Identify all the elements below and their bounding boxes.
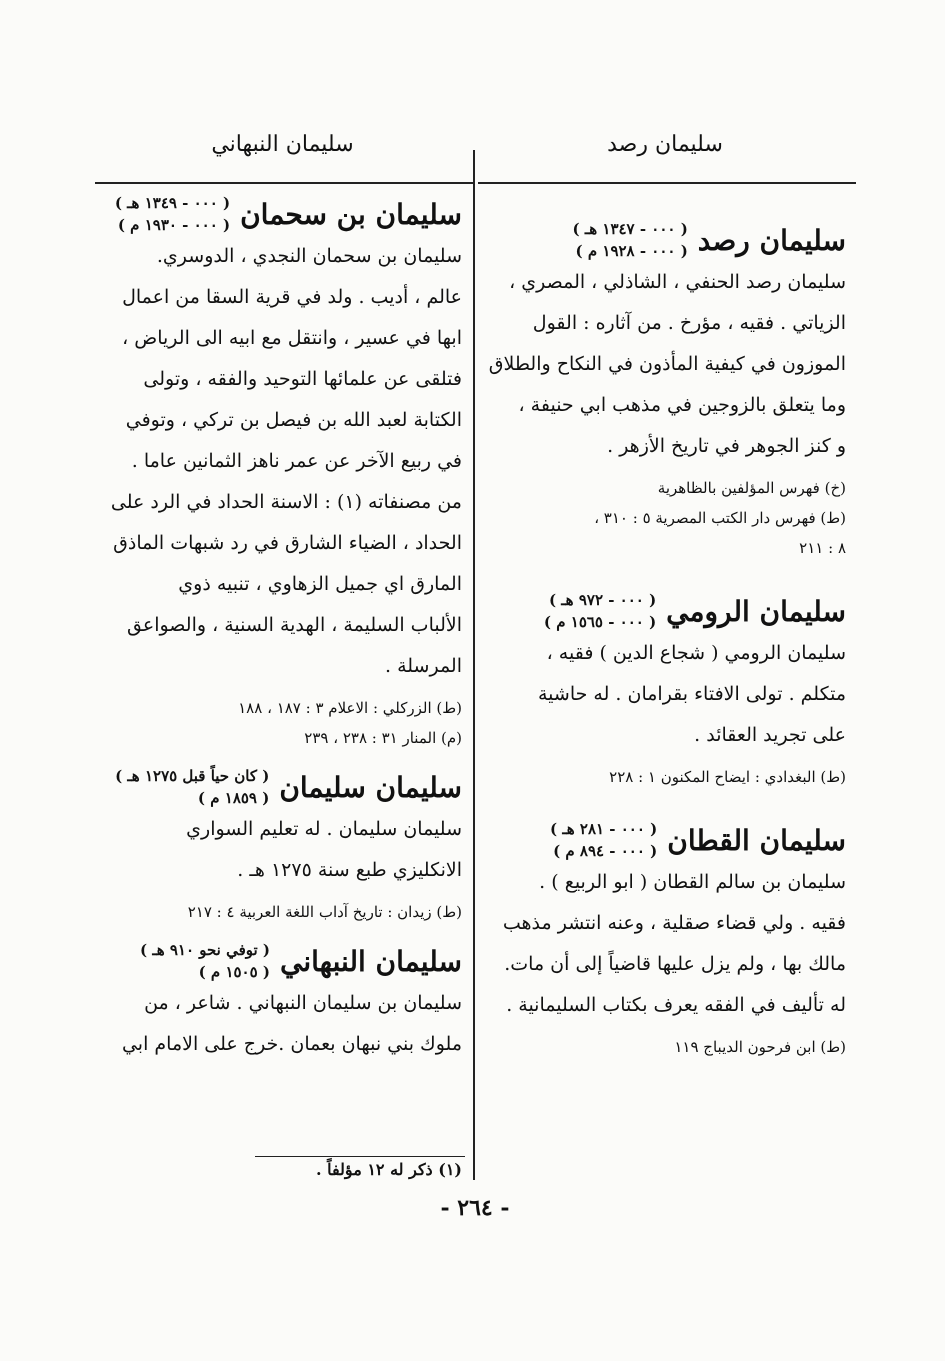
entry-sulayman-al-qattan xyxy=(488,818,846,1062)
body-line: سليمان بن سليمان النبهاني . شاعر ، من xyxy=(144,992,462,1014)
references xyxy=(488,1032,846,1062)
body-line: و كنز الجوهر في تاريخ الأزهر . xyxy=(607,435,846,457)
body-line: الانكليزي طبع سنة ١٢٧٥ هـ . xyxy=(237,859,462,881)
page-number: - ٢٦٤ - xyxy=(440,1195,510,1221)
body-line: عالم ، أديب . ولد في قرية السقا من اعمال xyxy=(122,286,462,308)
body-line: وما يتعلق بالزوجين في مذهب ابي حنيفة ، xyxy=(518,394,846,416)
body-line: مالك بها ، ولم يزل عليها قاضياً إلى أن مات. xyxy=(504,953,846,975)
entry-name: سليمان رصد xyxy=(697,223,846,257)
entry-dates xyxy=(573,218,688,262)
dates-gregorian: ( ٠٠٠ - ١٥٦٥ م ) xyxy=(543,613,657,631)
entry-sulayman-sulayman xyxy=(100,765,462,927)
body-line: سليمان سليمان . له تعليم السواري xyxy=(186,818,462,840)
references xyxy=(100,897,462,927)
body-line: على تجريد العقائد . xyxy=(694,724,846,746)
body-line: ملوك بني نبهان بعمان .خرج على الامام ابي xyxy=(121,1033,462,1055)
entry-dates xyxy=(550,818,657,862)
body-line: من مصنفاته (١) : الاسنة الحداد في الرد على xyxy=(110,491,462,513)
body-line: الألباب السليمة ، الهدية السنية ، والصواعق xyxy=(127,614,462,636)
entry-dates xyxy=(140,939,270,983)
entry-sulayman-rasad xyxy=(488,218,846,563)
dates-gregorian: ( ١٨٥٩ م ) xyxy=(197,789,270,807)
entry-name: سليمان الرومي xyxy=(666,594,846,628)
reference-line: (ط) فهرس دار الكتب المصرية ٥ : ٣١٠ ، xyxy=(594,509,846,527)
body-line: ابها في عسير ، وانتقل مع ابيه الى الرياض ، xyxy=(122,327,462,349)
reference-line: (م) المنار ٣١ : ٢٣٨ ، ٢٣٩ xyxy=(304,729,462,747)
right-column xyxy=(488,192,846,1062)
dates-hijri: ( ٠٠٠ - ٢٨١ هـ ) xyxy=(550,820,658,838)
entry-name: سليمان سليمان xyxy=(279,770,462,804)
entry-name: سليمان النبهاني xyxy=(280,944,462,978)
body-line: سليمان بن سالم القطان ( ابو الربيع ) . xyxy=(539,871,846,893)
entry-dates xyxy=(115,765,269,809)
references xyxy=(100,693,462,753)
body-line: فقيه . ولي قضاء صقلية ، وعنه انتشر مذهب xyxy=(502,912,846,934)
body-line: سليمان بن سحمان النجدي ، الدوسري. xyxy=(156,245,462,267)
body-line: المرسلة . xyxy=(384,655,462,677)
dates-gregorian: ( ٠٠٠ - ١٩٣٠ م ) xyxy=(117,216,231,234)
entry-name: سليمان القطان xyxy=(667,823,846,857)
dates-hijri: ( ٠٠٠ - ٩٧٢ هـ ) xyxy=(548,591,657,609)
body-line: في ربيع الآخر عن عمر ناهز الثمانين عاما . xyxy=(131,450,462,472)
body-line: سليمان رصد الحنفي ، الشاذلي ، المصري ، xyxy=(509,271,846,293)
reference-line: ٨ : ٢١١ xyxy=(799,539,846,557)
references xyxy=(488,762,846,792)
body-line: الزياتي . فقيه ، مؤرخ . من آثاره : القول xyxy=(532,312,846,334)
reference-line: (ط) الزركلي : الاعلام ٣ : ١٨٧ ، ١٨٨ xyxy=(238,699,462,717)
entry-dates xyxy=(544,589,656,633)
dates-gregorian: ( ١٥٠٥ م ) xyxy=(198,963,270,981)
entry-heading xyxy=(488,589,846,633)
dates-hijri: ( ٠٠٠ - ١٣٤٧ هـ ) xyxy=(572,220,688,238)
left-header-rule xyxy=(95,182,473,184)
footnote: (١) ذكر له ١٢ مؤلفاً . xyxy=(315,1160,462,1179)
reference-line: (خ) فهرس المؤلفين بالظاهرية xyxy=(657,479,846,497)
left-column-header: سليمان النبهاني xyxy=(211,132,354,157)
body-line: المارق اي جميل الزهاوي ، تنبيه ذوي xyxy=(178,573,462,595)
entry-name: سليمان بن سحمان xyxy=(240,197,462,231)
entry-sulayman-bin-sahman xyxy=(100,192,462,753)
body-line: الموزون في كيفية المأذون في النكاح والطلاق xyxy=(488,353,846,375)
dates-gregorian: ( ٠٠٠ - ١٩٢٨ م ) xyxy=(575,242,688,260)
entry-dates xyxy=(115,192,230,236)
entry-heading xyxy=(100,939,462,983)
column-divider xyxy=(473,150,475,1180)
right-column-header: سليمان رصد xyxy=(607,132,723,157)
entry-sulayman-al-rumi xyxy=(488,589,846,792)
entry-heading xyxy=(488,218,846,262)
footnote-rule xyxy=(255,1156,465,1157)
dates-gregorian: ( ٠٠٠ - ٨٩٤ م ) xyxy=(553,842,658,860)
references xyxy=(488,473,846,563)
body-line: متكلم . تولى الافتاء بقرامان . له حاشية xyxy=(537,683,846,705)
body-line: له تأليف في الفقه يعرف بكتاب السليمانية . xyxy=(506,994,846,1016)
reference-line: (ط) البغدادي : ايضاح المكنون ١ : ٢٢٨ xyxy=(609,768,846,786)
body-line: الحداد ، الضياء الشارق في رد شبهات الماذق xyxy=(113,532,462,554)
reference-line: (ط) زيدان : تاريخ آداب اللغة العربية ٤ : ٢١٧ xyxy=(187,903,462,921)
body-line: سليمان الرومي ( شجاع الدين ) فقيه ، xyxy=(546,642,846,664)
dates-hijri: ( ٠٠٠ - ١٣٤٩ هـ ) xyxy=(114,194,231,212)
dates-hijri: ( توفي نحو ٩١٠ هـ ) xyxy=(140,941,270,959)
entry-heading xyxy=(488,818,846,862)
dates-hijri: ( كان حياً قبل ١٢٧٥ هـ ) xyxy=(115,767,270,785)
reference-line: (ط) ابن فرحون الديباج ١١٩ xyxy=(674,1038,846,1056)
left-column xyxy=(100,192,462,1065)
body-line: فتلقى عن علمائها التوحيد والفقه ، وتولى xyxy=(143,368,462,390)
entry-heading xyxy=(100,765,462,809)
entry-heading xyxy=(100,192,462,236)
right-header-rule xyxy=(478,182,856,184)
entry-sulayman-al-nabhani xyxy=(100,939,462,1065)
body-line: الكتابة لعبد الله بن فيصل بن تركي ، وتوفي xyxy=(125,409,462,431)
